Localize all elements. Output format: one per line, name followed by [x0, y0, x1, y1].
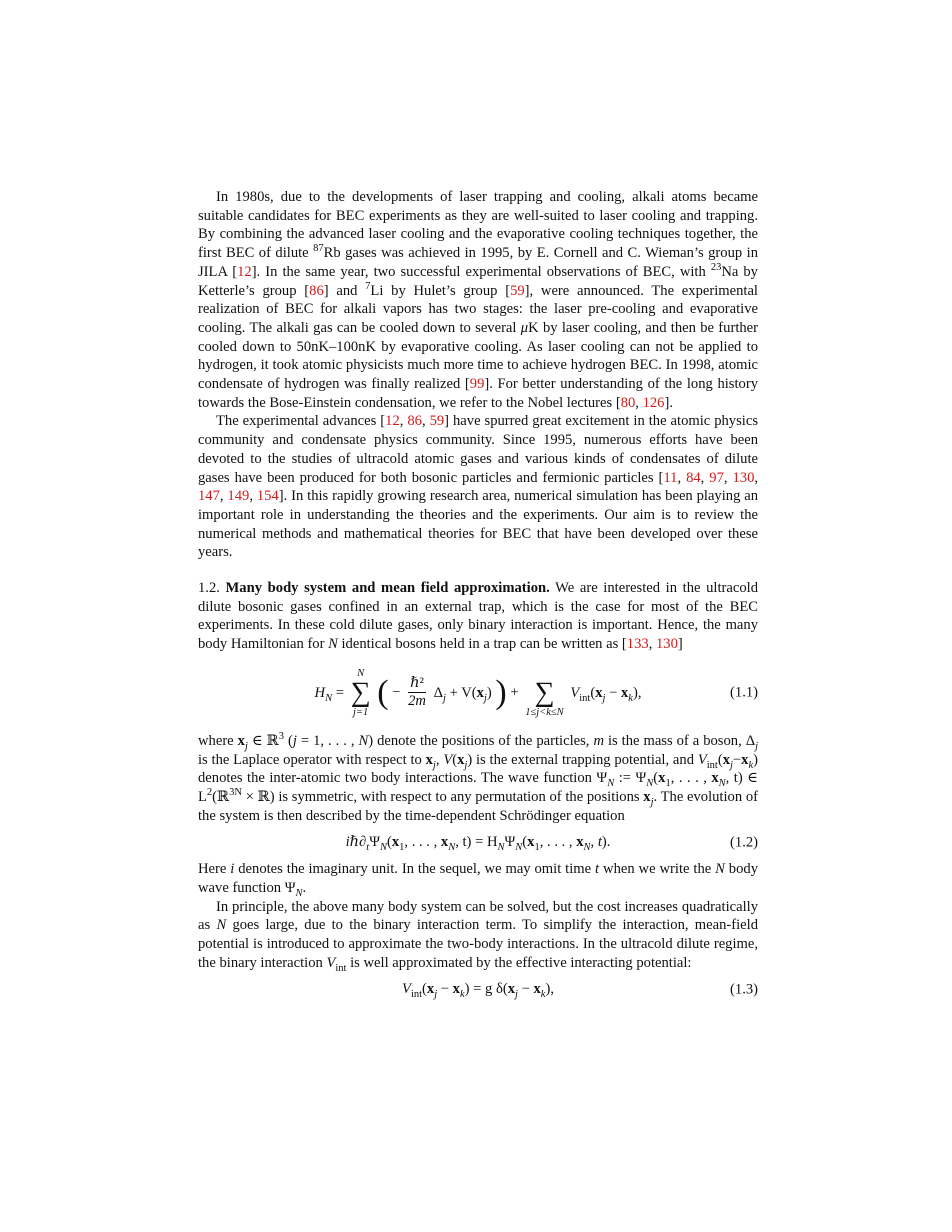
paragraph-experimental-advances: The experimental advances [12, 86, 59] have spurred great excitement in the atomic physics community and condensate physics community. Since 1995, numerous efforts have been devoted to the studies of ultracold atomic gases and various kinds of condensates of dilute gases have been produced for both bosonic particles and fermionic particles [11, 84, 97, 130, 147, 149, 154]. In this rapidly growing research area, numerical simulation has been playing an important role in understanding the theories and the experiments. Our aim is to review the numerical methods and mathematical theories for BEC that have been developed over these years.: [198, 413, 759, 561]
equation-number: (1.3): [730, 981, 758, 998]
fraction: $\frac{\text{ℏ²}}{2m}$: [408, 675, 426, 710]
equation-1-2: [198, 833, 758, 852]
citation-link[interactable]: 80: [620, 394, 636, 411]
citation-link[interactable]: 12: [385, 413, 400, 430]
page-content: [198, 188, 758, 1007]
citation-link[interactable]: 99: [469, 376, 485, 393]
paragraph-bec-history: In 1980s, due to the developments of laser trapping and cooling, alkali atoms became suitable candidates for BEC experiments as they are well-suited to laser cooling and trapping. By combining the advanced laser cooling and the evaporative cooling techniques together, the first BEC of dilute $^{87}$Rb gases was achieved in 1995, by E. Cornell and C. Wieman’s group in JILA [12]. In the same year, two successful experimental observations of BEC, with $^{23}$Na by Ketterle’s group [86] and $^7$Li by Hulet’s group [59], were announced. The experimental realization of BEC for alkali vapors has two stages: the laser pre-cooling and evaporative cooling. The alkali gas can be cooled down to several μK by laser cooling, and then be further cooled down to 50nK–100nK by evaporative cooling. As laser cooling can not be applied to hydrogen, it took atomic physicists much more time to achieve hydrogen BEC. In 1998, atomic condensate of hydrogen was finally realized [99]. For better understanding of the long history towards the Bose-Einstein condensation, we refer to the Nobel lectures [80, 126].: [198, 189, 759, 411]
section-number: 1.2.: [198, 580, 220, 597]
citation-link[interactable]: 133: [626, 636, 649, 653]
section-1-2: 1.2. Many body system and mean field approximation. We are interested in the ultracold dilute bosonic gases confined in an external trap, which is the case for most of the BEC experiments. In these cold dilute gases, only binary interaction is important. Hence, the many body Hamiltonian for N identical bosons held in a trap can be written as [133, 130]: [198, 580, 758, 653]
citation-link[interactable]: 149: [227, 488, 250, 505]
equation-body: $i\hbar\partial_t\Psi_N(x_1$, . . . , $x_N$, $t) = H_N\Psi_N(x_1$, . . . , $x_N$, t).: [345, 834, 611, 854]
citation-link[interactable]: 130: [655, 636, 678, 653]
citation-link[interactable]: 12: [237, 263, 252, 280]
citation-link[interactable]: 84: [686, 469, 701, 486]
equation-body: $V_{int}(x_j - x_k) = g$ $\delta(x_j - x_k)$,: [402, 981, 554, 1001]
equation-body: $H_N$ = N ∑ j=1 ( − $\frac{\text{ℏ²}}{2m}$ $\Delta_j + V(x_j)$ ) + ∑ 1≤j<k≤N $V_{int}(x_j - x_k)$,: [314, 667, 642, 718]
citation-link[interactable]: 154: [256, 488, 279, 505]
equation-number: (1.2): [730, 834, 758, 851]
citation-link[interactable]: 86: [407, 413, 422, 430]
equation-1-1: [198, 662, 758, 724]
summation: ∑ 1≤j<k≤N: [525, 676, 564, 718]
citation-link[interactable]: 126: [642, 394, 665, 411]
summation: N ∑ j=1: [350, 667, 371, 718]
citation-link[interactable]: 147: [198, 488, 220, 505]
section-title: Many body system and mean field approximation.: [225, 580, 550, 597]
citation-link[interactable]: 59: [429, 413, 445, 430]
paragraph-imaginary-unit: Here i denotes the imaginary unit. In the sequel, we may omit time t when we write the N body wave function $\Psi_N$.: [198, 861, 758, 899]
equation-number: (1.1): [730, 684, 758, 701]
citation-link[interactable]: 130: [732, 469, 755, 486]
paragraph-mean-field: In principle, the above many body system can be solved, but the cost increases quadratically as N goes large, due to the binary interaction term. To simplify the interaction, mean-field potential is introduced to approximate the two-body interactions. In the ultracold dilute regime, the binary interaction $V_{int}$ is well approximated by the effective interacting potential:: [198, 898, 758, 974]
citation-link[interactable]: 97: [709, 469, 724, 486]
citation-link[interactable]: 11: [663, 469, 678, 486]
equation-1-3: [198, 980, 758, 999]
citation-link[interactable]: 86: [309, 282, 324, 299]
paragraph-definitions: where $x_j$ ∈ ℝ$^3$ (j = 1, . . . , N) denote the positions of the particles, m is the mass of a boson, $\Delta_j$ is the Laplace operator with respect to $x_j$, $V(x_j)$ is the external trapping potential, and $V_{int}(x_j-x_k)$ denotes the inter-atomic two body interactions. The wave function $\Psi_N$ := $\Psi_N(x_1$, . . . , $x_N$, t) ∈ $L^2(ℝ^{3N}$ × ℝ) is symmetric, with respect to any permutation of the positions $x_j$. The evolution of the system is then described by the time-dependent Schrödinger equation: [198, 731, 759, 824]
citation-link[interactable]: 59: [510, 282, 525, 299]
